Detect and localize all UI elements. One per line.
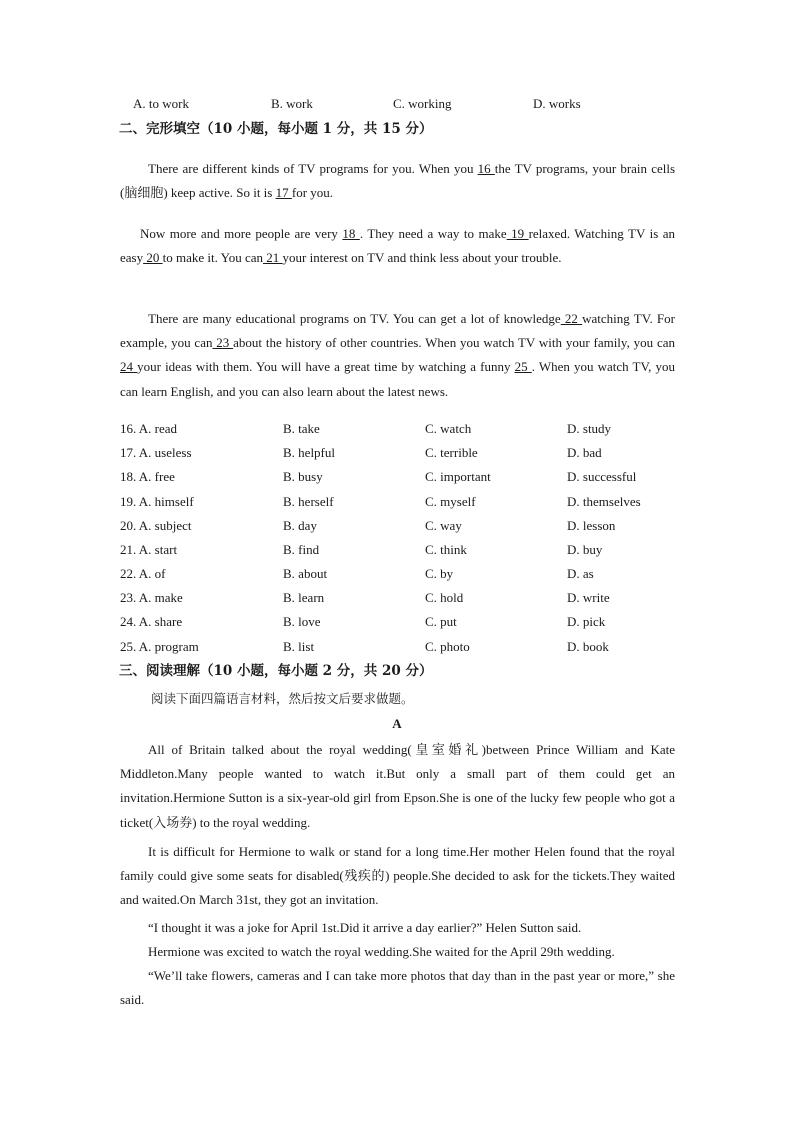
text: There are different kinds of TV programs for you. When you (148, 161, 478, 176)
q18-a: 18. A. free (120, 469, 175, 484)
q16-b: B. take (283, 421, 320, 436)
q21-a: 21. A. start (120, 542, 178, 557)
text: for you. (291, 185, 334, 201)
q22-c: C. by (425, 566, 454, 581)
cloze-paragraph-2 (120, 222, 675, 270)
text: the TV programs, your brain cells (脑细胞) keep active. So it is (120, 161, 676, 201)
option-d: D. works (533, 96, 581, 111)
option-b: B. work (271, 96, 313, 111)
blank-18: 18 (342, 226, 360, 241)
q24-c: C. put (425, 614, 457, 629)
q22-d: D. as (567, 566, 594, 581)
passage-paragraph-2: It is difficult for Hermione to walk or stand for a long time.Her mother Helen found that the royal family could give some seats for disabled(残疾的) people.She decided to ask for the tickets.They waited and waited.On March 31st, they got an invitation. (120, 844, 675, 908)
passage-paragraph-3: “I thought it was a joke for April 1st.Did it arrive a day earlier?” Helen Sutton said. (148, 920, 582, 935)
q25-a: 25. A. program (120, 639, 199, 654)
q17-b: B. helpful (283, 445, 335, 460)
q18-c: C. important (425, 469, 491, 484)
q19-b: B. herself (283, 494, 334, 509)
passage-paragraph-4: Hermione was excited to watch the royal wedding.She waited for the April 29th wedding. (148, 944, 615, 959)
q24-a: 24. A. share (120, 614, 183, 629)
q16-d: D. study (567, 421, 612, 436)
option-a: A. to work (133, 96, 189, 111)
blank-21: 21 (263, 250, 283, 266)
blank-25: 25 (514, 359, 532, 375)
q18-d: D. successful (567, 469, 637, 484)
q24-b: B. love (283, 614, 321, 629)
text: Now more and more people are very (140, 226, 343, 241)
blank-19: 19 (506, 226, 529, 241)
q17-d: D. bad (567, 445, 602, 460)
section3-instruction: 阅读下面四篇语言材料，然后按文后要求做题。 (151, 691, 414, 706)
blank-23: 23 (212, 335, 234, 351)
q19-c: C. myself (425, 494, 476, 509)
passage-paragraph-5: “We’ll take flowers, cameras and I can take more photos that day than in the past year or more,” she said. (120, 968, 675, 1008)
q24-d: D. pick (567, 614, 606, 629)
q22-a: 22. A. of (120, 566, 166, 581)
text: to make it. You can (162, 250, 263, 266)
q23-a: 23. A. make (120, 590, 183, 605)
blank-16: 16 (477, 161, 495, 176)
passage-paragraph-1: All of Britain talked about the royal wedding(皇室婚礼)between Prince William and Kate Middleton.Many people wanted to watch it.But only a small part of them could get an invitation.Hermione Sutton is a six-year-old girl from Epson.She is one of the lucky few people who got a ticket(入场券) to the royal wedding. (120, 742, 675, 830)
option-c: C. working (393, 96, 452, 111)
text: There are many educational programs on TV. You can get a lot of knowledge (148, 311, 561, 326)
q20-a: 20. A. subject (120, 518, 192, 533)
q21-b: B. find (283, 542, 320, 557)
text: relaxed. Watching TV is an easy (120, 226, 675, 266)
q17-c: C. terrible (425, 445, 478, 460)
q20-d: D. lesson (567, 518, 616, 533)
text: watching TV. For example, you can (120, 311, 675, 351)
blank-17: 17 (275, 185, 292, 201)
q19-d: D. themselves (567, 494, 641, 509)
q20-c: C. way (425, 518, 462, 533)
cloze-paragraph-1 (120, 157, 675, 205)
blank-22: 22 (560, 311, 583, 326)
q21-c: C. think (425, 542, 467, 557)
q23-d: D. write (567, 590, 610, 605)
q18-b: B. busy (283, 469, 323, 484)
q22-b: B. about (283, 566, 328, 581)
section2-title: 二、完形填空（10 小题，每小题 1 分，共 15 分） (119, 121, 433, 137)
q17-a: 17. A. useless (120, 445, 192, 460)
text: your interest on TV and think less about your trouble. (282, 250, 562, 266)
section3-title: 三、阅读理解（10 小题，每小题 2 分，共 20 分） (119, 663, 433, 679)
q23-b: B. learn (283, 590, 325, 605)
text: about the history of other countries. When you watch TV with your family, you can (233, 335, 676, 351)
blank-20: 20 (143, 250, 163, 266)
q23-c: C. hold (425, 590, 464, 605)
passage-label: A (392, 716, 402, 731)
text: your ideas with them. You will have a great time by watching a funny (137, 359, 515, 375)
q25-d: D. book (567, 639, 609, 654)
q19-a: 19. A. himself (120, 494, 194, 509)
text: . When you watch TV, you can learn English, and you can also learn about the latest news. (120, 359, 676, 399)
q25-c: C. photo (425, 639, 470, 654)
q25-b: B. list (283, 639, 315, 654)
q20-b: B. day (283, 518, 317, 533)
q16-a: 16. A. read (120, 421, 178, 436)
q16-c: C. watch (425, 421, 472, 436)
blank-24: 24 (120, 359, 138, 375)
cloze-paragraph-3 (120, 307, 675, 404)
q21-d: D. buy (567, 542, 603, 557)
text: . They need a way to make (359, 226, 507, 241)
